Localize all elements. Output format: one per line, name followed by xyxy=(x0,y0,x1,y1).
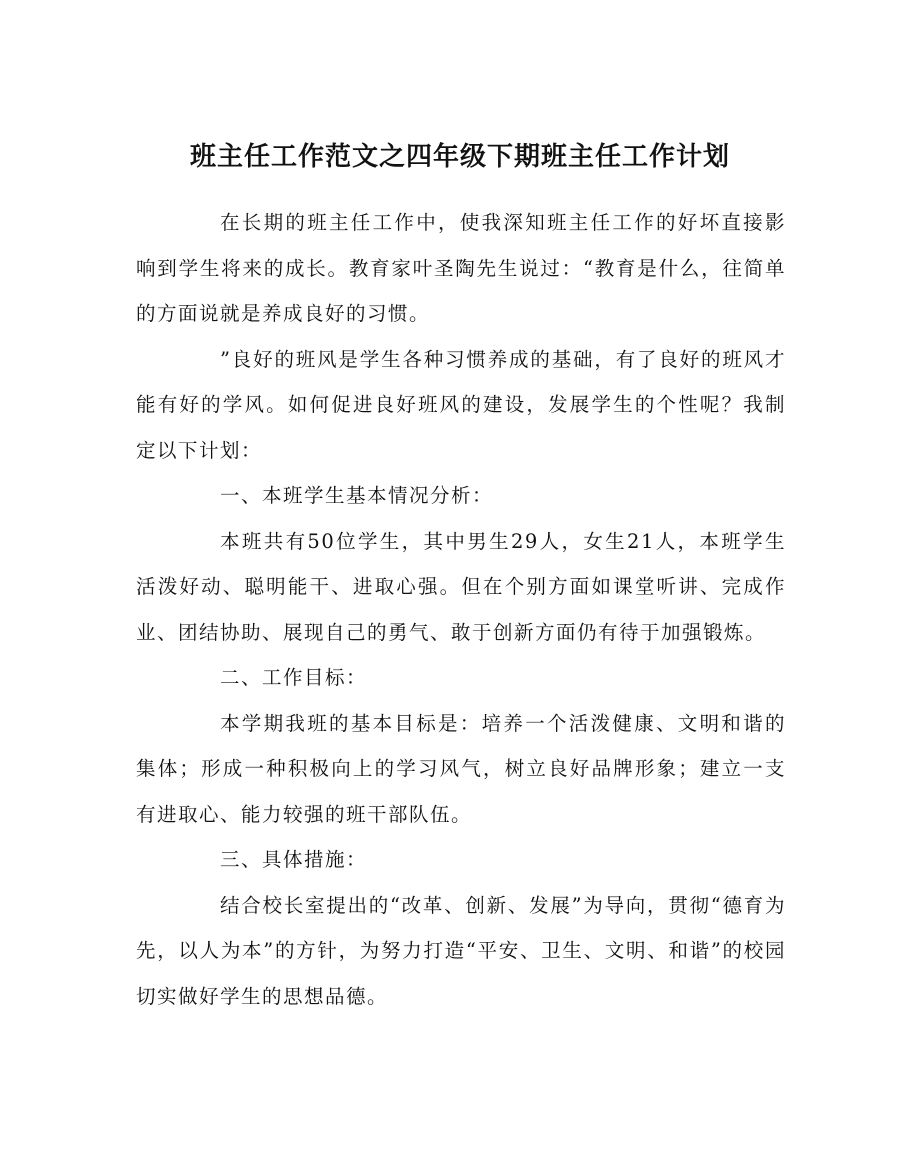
section-heading-analysis: 一、本班学生基本情况分析： xyxy=(220,484,494,507)
section-heading-goals: 二、工作目标： xyxy=(220,666,368,689)
paragraph-measures: 结合校长室提出的“改革、创新、发展”为导向，贯彻“德育为先，以人为本”的方针，为努力打造“平安、卫生、文明、和谐”的校园切实做好学生的思想品德。 xyxy=(136,893,786,1008)
paragraph-goals: 本学期我班的基本目标是：培养一个活泼健康、文明和谐的集体；形成一种积极向上的学习风气，树立良好品牌形象；建立一支有进取心、能力较强的班干部队伍。 xyxy=(136,711,786,826)
paragraph-class-style: ”良好的班风是学生各种习惯养成的基础，有了良好的班风才能有好的学风。如何促进良好班风的建设，发展学生的个性呢？我制定以下计划： xyxy=(136,347,786,462)
document-title: 班主任工作范文之四年级下期班主任工作计划 xyxy=(189,142,730,173)
paragraph-analysis: 本班共有50位学生，其中男生29人，女生21人，本班学生活泼好动、聪明能干、进取心强。但在个别方面如课堂听讲、完成作业、团结协助、展现自己的勇气、敢于创新方面仍有待于加强锻炼。 xyxy=(136,529,786,644)
document-body xyxy=(136,200,786,1019)
paragraph-intro: 在长期的班主任工作中，使我深知班主任工作的好坏直接影响到学生将来的成长。教育家叶圣陶先生说过：“教育是什么，往简单的方面说就是养成良好的习惯。 xyxy=(136,211,786,325)
section-heading-measures: 三、具体措施： xyxy=(220,848,368,871)
